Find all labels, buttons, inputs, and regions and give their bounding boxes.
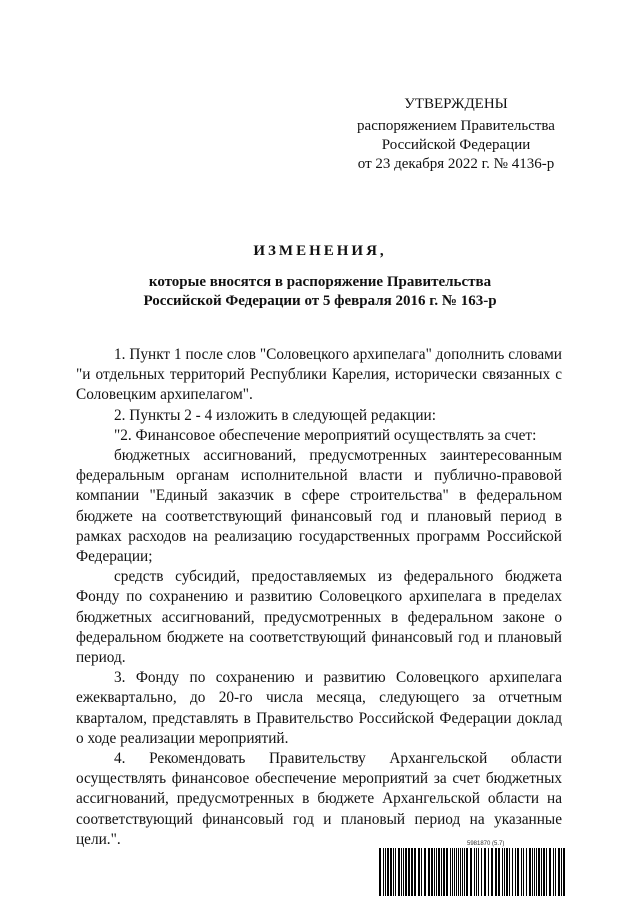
paragraph: 1. Пункт 1 после слов "Соловецкого архипелага" дополнить словами "и отдельных территорий Республики Карелия, исторически связанных с Соловецким архипелагом". [76, 346, 562, 404]
paragraph: 3. Фонду по сохранению и развитию Соловецкого архипелага ежеквартально, до 20-го числа месяца, следующего за отчетным кварталом, представлять в Правительство Российской Федерации доклад о ходе реализации мероприятий. [76, 669, 562, 747]
paragraph: средств субсидий, предоставляемых из федерального бюджета Фонду по сохранению и развитию Соловецкого архипелага в пределах бюджетных ассигнований, предусмотренных в федеральном законе о федеральном бюджете на соответствующий финансовый год и плановый период. [76, 568, 562, 667]
subtitle-line: которые вносятся в распоряжение Правительства [148, 274, 492, 290]
paragraph: 2. Пункты 2 - 4 изложить в следующей редакции: [114, 406, 436, 424]
paragraph: 4. Рекомендовать Правительству Архангельской области осуществлять финансовое обеспечение мероприятий за счет бюджетных ассигнований, предусмотренных в бюджете Архангельской области на соответствующий финансовый год и плановый период на указанные цели.". [76, 750, 562, 848]
barcode-number: 5981870 (5.7) [467, 841, 505, 847]
document-title: ИЗМЕНЕНИЯ, [253, 243, 387, 259]
approval-block [336, 95, 576, 174]
subtitle-line: Российской Федерации от 5 февраля 2016 г. № 163-р [143, 293, 497, 309]
approval-line: распоряжением Правительства [357, 118, 555, 134]
approval-line: Российской Федерации [381, 137, 531, 153]
paragraph: бюджетных ассигнований, предусмотренных заинтересованным федеральным органам исполнительной власти и публично-правовой компании "Единый заказчик в сфере строительства" в федеральном бюджете на соответствующий финансовый год и плановый период в рамках расходов на реализацию государственных программ Российской Федерации; [76, 447, 562, 566]
document-body [76, 345, 562, 850]
document-subtitle [90, 273, 550, 311]
approval-date-line: от 23 декабря 2022 г. № 4136-р [357, 156, 555, 172]
paragraph: "2. Финансовое обеспечение мероприятий осуществлять за счет: [114, 426, 537, 444]
approval-heading: УТВЕРЖДЕНЫ [404, 96, 508, 112]
barcode-image [379, 848, 566, 896]
